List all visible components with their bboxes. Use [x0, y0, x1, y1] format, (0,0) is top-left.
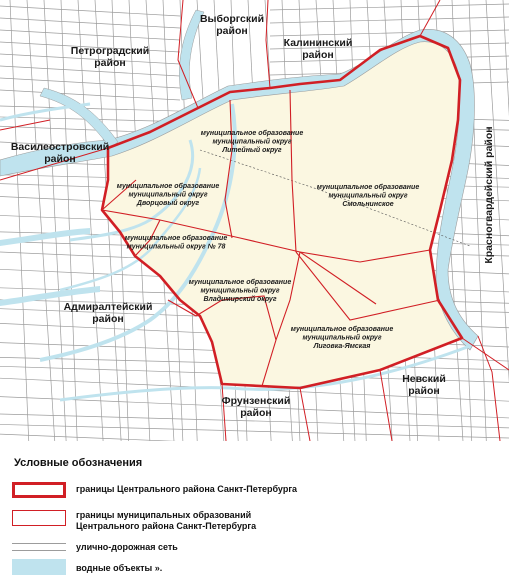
label-line: Выборгский — [199, 13, 265, 25]
label-line: муниципальный округ № 78 — [126, 243, 226, 251]
label-line: Дворцовый округ — [136, 200, 200, 207]
legend-text-central-boundary: границы Центрального района Санкт-Петербурга — [76, 484, 298, 494]
label-line: Смольнинское — [342, 201, 394, 208]
label-line: Калининский — [283, 37, 353, 49]
label-nevsky — [402, 373, 446, 397]
label-line: муниципальное образование — [316, 184, 420, 191]
label-line: район — [94, 57, 126, 69]
water-bodies-swatch — [12, 559, 66, 575]
label-line: район — [92, 313, 124, 325]
legend-text-water: водные объекты ». — [76, 563, 163, 573]
label-line: Петроградский — [70, 45, 150, 57]
label-line: муниципальный округ — [212, 138, 292, 146]
label-line: муниципальный округ — [302, 334, 382, 342]
central-boundary-swatch — [12, 482, 66, 498]
map-legend — [0, 448, 509, 581]
legend-item-central-boundary — [12, 478, 502, 504]
legend-title: Условные обозначения — [14, 457, 143, 469]
legend-item-water — [12, 555, 502, 581]
legend-text-roads: улично-дорожная сеть — [76, 542, 178, 552]
label-line: муниципальный округ — [128, 191, 208, 199]
label-line: Фрунзенский — [221, 395, 291, 407]
label-line: муниципальный округ — [200, 287, 280, 295]
label-line: район — [44, 153, 76, 165]
label-line: Владимирский округ — [203, 296, 277, 303]
label-line: Невский — [402, 373, 446, 385]
road-network-swatch — [12, 543, 66, 551]
label-line: район — [240, 407, 272, 419]
label-krasnogvardeysky — [483, 126, 495, 263]
municipal-boundary-swatch — [12, 510, 66, 526]
label-line: Адмиралтейский — [63, 301, 153, 313]
label-line: Литейный округ — [222, 147, 282, 154]
label-line: район — [216, 25, 248, 37]
label-line: район — [302, 49, 334, 61]
label-line: муниципальное образование — [116, 183, 220, 190]
label-line: Лиговка-Ямская — [313, 343, 371, 350]
label-line: Василеостровский — [10, 141, 110, 153]
label-line: муниципальное образование — [290, 326, 394, 333]
label-line: муниципальный округ — [328, 192, 408, 200]
label-line: Красногвардейский район — [483, 126, 495, 264]
legend-item-muni-boundary — [12, 506, 502, 532]
label-line: муниципальное образование — [200, 130, 304, 137]
label-line: район — [408, 385, 440, 397]
label-line: муниципальное образование — [188, 279, 292, 286]
legend-text-muni-boundary: границы муниципальных образований Центрального района Санкт-Петербурга — [76, 510, 257, 531]
label-line: муниципальное образование — [124, 235, 228, 242]
label-muni-vladimirsky — [189, 278, 292, 303]
